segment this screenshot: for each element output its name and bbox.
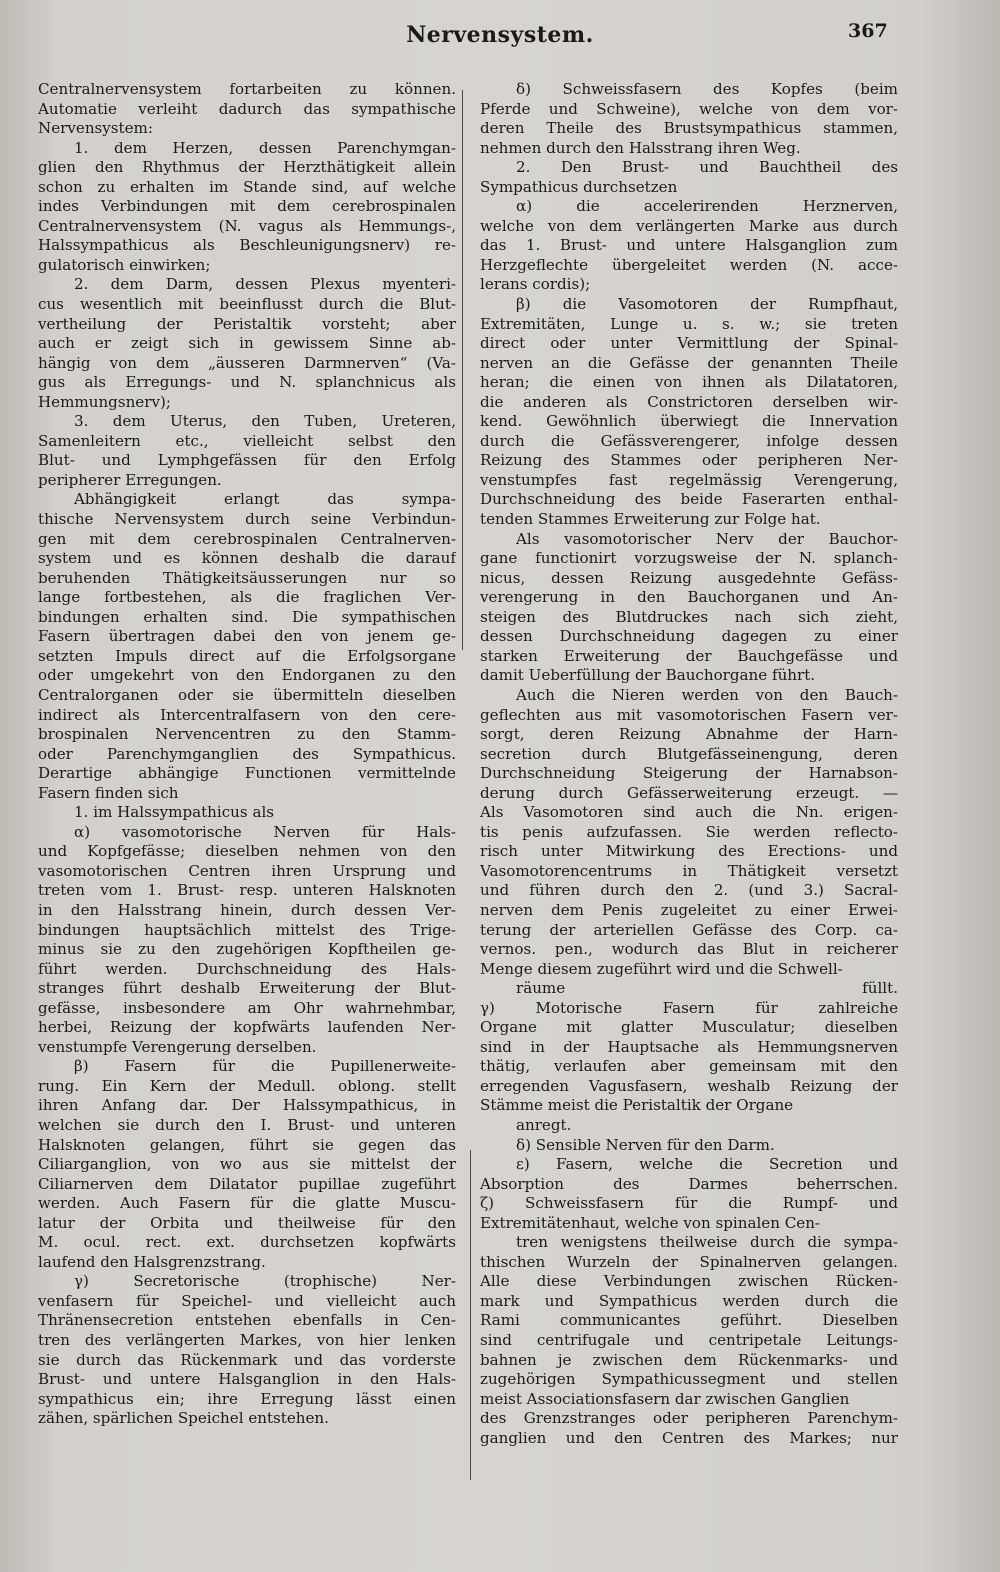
text-line: Sympathicus durchsetzen [480,177,678,196]
text-line: gen mit dem cerebrospinalen Centralnerven- [38,529,456,548]
text-line: Hemmungsnerv); [38,392,171,411]
text-line: sorgt, deren Reizung Abnahme der Harn- [480,725,898,744]
text-line: peripherer Erregungen. [38,470,222,489]
text-line: Samenleitern etc., vielleicht selbst den [38,431,456,450]
text-line: Ciliarganglion, von wo aus sie mittelst der [38,1155,456,1174]
text-line: Centralorganen oder sie übermitteln dieselben [38,685,456,704]
text-line: nerven an die Gefässe der genannten Theile [480,353,898,372]
text-line: Blut- und Lymphgefässen für den Erfolg [38,451,456,470]
text-line: damit Ueberfüllung der Bauchorgane führt. [480,666,816,685]
text-line: tren des verlängerten Markes, von hier lenken [38,1331,456,1349]
text-line: sie durch das Rückenmark und das vorderste [38,1350,456,1369]
text-line: hängig von dem „äusseren Darmnerven“ (Va- [38,353,456,372]
text-line: minus sie zu den zugehörigen Kopftheilen ge- [38,940,456,959]
text-line: oder umgekehrt von den Endorganen zu den [38,666,456,685]
text-line: bahnen je zwischen dem Rückenmarks- und [480,1350,898,1369]
text-line: bindungen hauptsächlich mittelst des Trige- [38,920,456,939]
text-line: erregenden Vagusfasern, weshalb Reizung der [480,1076,898,1095]
text-line: Vasomotorencentrums in Thätigkeit versetzt [480,861,898,880]
text-line: laufend den Halsgrenzstrang. [38,1252,266,1271]
text-line: des Grenzstranges oder peripheren Parenchym- [480,1409,898,1428]
text-line: 1. im Halssympathicus als [74,803,275,822]
text-line: M. ocul. rect. ext. durchsetzen kopfwärts [38,1233,456,1252]
text-line: durch die Gefässverengerer, infolge dessen [480,431,898,450]
text-line: secretion durch Blutgefässeinengung, deren [480,744,898,763]
text-line: α) vasomotorische Nerven für Hals- [74,822,456,841]
text-line: brospinalen Nervencentren zu den Stamm- [38,725,456,744]
text-line: nerven dem Penis zugeleitet zu einer Erwei- [480,900,898,919]
text-line: venstumpfe Verengerung derselben. [38,1037,317,1056]
text-line: auch er zeigt sich in gewissem Sinne ab- [38,334,456,353]
text-line: schon zu erhalten im Stande sind, auf welche [38,177,456,196]
text-line: anregt. [516,1115,572,1134]
text-line: meist Associationsfasern dar zwischen Ganglien [480,1389,850,1408]
text-line: thätig, verlaufen aber gemeinsam mit den [480,1057,898,1076]
text-line: führt werden. Durchschneidung des Hals- [38,959,456,978]
text-line: und Kopfgefässe; dieselben nehmen von den [38,842,456,861]
text-line: zugehörigen Sympathicussegment und stellen [480,1370,898,1389]
text-line: rung. Ein Kern der Medull. oblong. stellt [38,1076,456,1095]
text-line: starken Erweiterung der Bauchgefässe und [480,646,898,665]
text-line: indes Verbindungen mit dem cerebrospinalen [38,197,456,216]
text-line: in den Halsstrang hinein, durch dessen Ver- [38,900,456,919]
text-line: direct oder unter Vermittlung der Spinal- [480,334,898,353]
text-line: Thränensecretion entstehen ebenfalls in Cen- [38,1311,456,1330]
text-line: β) die Vasomotoren der Rumpfhaut, [516,295,898,314]
text-line: Centralnervensystem (N. vagus als Hemmungs-, [38,216,456,235]
text-line: Organe mit glatter Musculatur; dieselben [480,1018,898,1037]
text-line: vertheilung der Peristaltik vorsteht; aber [38,314,456,333]
text-line: werden. Auch Fasern für die glatte Muscu- [38,1194,456,1213]
text-line: Auch die Nieren werden von den Bauch- [516,685,898,704]
text-line: Brust- und untere Halsganglion in den Hals- [38,1370,456,1389]
text-line: mark und Sympathicus werden durch die [480,1291,898,1310]
text-line: derung durch Gefässerweiterung erzeugt. — [480,783,898,802]
text-line: dessen Durchschneidung dagegen zu einer [480,627,898,646]
text-line: kend. Gewöhnlich überwiegt die Innervation [480,412,898,431]
text-line: die anderen als Constrictoren derselben wir- [480,392,898,411]
text-line: Pferde und Schweine), welche von dem vor- [480,99,898,118]
text-line: γ) Secretorische (trophische) Ner- [74,1272,456,1291]
text-line: Halsknoten gelangen, führt sie gegen das [38,1135,456,1154]
text-line: 3. dem Uterus, den Tuben, Ureteren, [74,412,456,431]
text-line: glien den Rhythmus der Herzthätigkeit allein [38,158,456,177]
text-line: α) die accelerirenden Herznerven, [516,197,898,216]
text-line: heran; die einen von ihnen als Dilatatoren, [480,373,898,392]
text-line: ζ) Schweissfasern für die Rumpf- und [480,1194,898,1213]
column-divider [462,90,463,650]
text-line: sind in der Hauptsache als Hemmungsnerven [480,1037,898,1056]
text-line: Als vasomotorischer Nerv der Bauchor- [516,529,898,548]
text-line: thische Nervensystem durch seine Verbindun- [38,510,456,529]
text-line: nicus, dessen Reizung ausgedehnte Gefäss- [480,568,898,587]
text-line: cus wesentlich mit beeinflusst durch die Blut- [38,295,456,314]
text-line: gefässe, insbesondere am Ohr wahrnehmbar, [38,998,456,1017]
text-line: Alle diese Verbindungen zwischen Rücken- [480,1272,898,1291]
text-line: thischen Wurzeln der Spinalnerven gelangen. [480,1252,898,1271]
text-line: deren Theile des Brustsympathicus stammen, [480,119,898,138]
text-line: vernos. pen., wodurch das Blut in reicherer [480,940,898,959]
text-line: Fasern übertragen dabei den von jenem ge- [38,627,456,646]
text-line: geflechten aus mit vasomotorischen Fasern ver- [480,705,898,724]
page-title: Nervensystem. [406,22,594,48]
page-number: 367 [848,20,888,42]
text-line: Fasern finden sich [38,783,179,802]
text-line: indirect als Intercentralfasern von den cere- [38,705,456,724]
right-text-column [480,80,898,1448]
text-line: Abhängigkeit erlangt das sympa- [74,490,456,509]
text-line: setzten Impuls direct auf die Erfolgsorgane [38,646,456,665]
text-line: Rami communicantes geführt. Dieselben [480,1311,898,1330]
text-line: stranges führt deshalb Erweiterung der Blut- [38,979,456,998]
text-line: nehmen durch den Halsstrang ihren Weg. [480,138,801,157]
text-line: 1. dem Herzen, dessen Parenchymgan- [74,138,456,157]
text-line: das 1. Brust- und untere Halsganglion zum [480,236,898,255]
text-line: 2. Den Brust- und Bauchtheil des [516,158,898,177]
text-line: Centralnervensystem fortarbeiten zu können. [38,80,456,98]
text-line: ε) Fasern, welche die Secretion und [516,1155,898,1174]
text-line: 2. dem Darm, dessen Plexus myenteri- [74,275,456,294]
text-line: Nervensystem: [38,119,153,138]
text-line: und führen durch den 2. (und 3.) Sacral- [480,881,898,900]
text-line: lange fortbestehen, als die fraglichen Ver- [38,588,456,607]
text-line: venfasern für Speichel- und vielleicht auch [38,1291,456,1310]
text-line: Automatie verleiht dadurch das sympathische [38,99,456,118]
text-line: risch unter Mitwirkung des Erections- und [480,842,898,861]
text-line: sind centrifugale und centripetale Leitungs- [480,1331,898,1349]
text-line: herbei, Reizung der kopfwärts laufenden Ner- [38,1018,456,1037]
text-line: Extremitätenhaut, welche von spinalen Cen- [480,1213,821,1232]
text-line: Stämme meist die Peristaltik der Organe [480,1096,794,1115]
text-line: zähen, spärlichen Speichel entstehen. [38,1409,329,1428]
text-line: oder Parenchymganglien des Sympathicus. [38,744,456,763]
text-line: δ) Schweissfasern des Kopfes (beim [516,80,898,98]
text-line: Menge diesem zugeführt wird und die Schwell- [480,959,843,978]
text-line: terung der arteriellen Gefässe des Corp. ca- [480,920,898,939]
text-line: venstumpfes fast regelmässig Verengerung, [480,470,898,489]
left-text-column [38,80,456,1429]
text-line: gulatorisch einwirken; [38,255,211,274]
text-line: Herzgeflechte übergeleitet werden (N. acce- [480,255,898,274]
text-line: bindungen erhalten sind. Die sympathischen [38,607,456,626]
text-line: sympathicus ein; ihre Erregung lässt einen [38,1389,456,1408]
text-line: beruhenden Thätigkeitsäusserungen nur so [38,568,456,587]
text-line: Absorption des Darmes beherrschen. [480,1174,898,1193]
text-line: Reizung des Stammes oder peripheren Ner- [480,451,898,470]
text-line: lerans cordis); [480,275,591,294]
text-line: welchen sie durch den I. Brust- und unteren [38,1115,456,1134]
text-line: verengerung in den Bauchorganen und An- [480,588,898,607]
text-line: Als Vasomotoren sind auch die Nn. erigen- [480,803,898,822]
text-line: ganglien und den Centren des Markes; nur [480,1428,898,1447]
text-line: welche von dem verlängerten Marke aus durch [480,216,898,235]
text-line: Durchschneidung Steigerung der Harnabson- [480,764,898,783]
text-line: Ciliarnerven dem Dilatator pupillae zugeführt [38,1174,456,1193]
text-line: tenden Stammes Erweiterung zur Folge hat. [480,510,821,529]
text-line: gus als Erregungs- und N. splanchnicus als [38,373,456,392]
text-line: gane functionirt vorzugsweise der N. splanch- [480,549,898,568]
text-line: Extremitäten, Lunge u. s. w.; sie treten [480,314,898,333]
text-line: Halssympathicus als Beschleunigungsnerv) re- [38,236,456,255]
text-line: β) Fasern für die Pupillenerweite- [74,1057,456,1076]
text-line: Durchschneidung des beide Faserarten enthal- [480,490,898,509]
text-line: tis penis aufzufassen. Sie werden reflecto- [480,822,898,841]
text-line: steigen des Blutdruckes nach sich zieht, [480,607,898,626]
text-line: treten vom 1. Brust- resp. unteren Halsknoten [38,881,456,900]
text-line: δ) Sensible Nerven für den Darm. [516,1135,775,1154]
column-divider [470,1150,471,1480]
text-line: system und es können deshalb die darauf [38,549,456,568]
text-line: räume füllt. [516,979,898,998]
text-line: Derartige abhängige Functionen vermittelnde [38,764,456,783]
text-line: ihren Anfang dar. Der Halssympathicus, in [38,1096,456,1115]
text-line: latur der Orbita und theilweise für den [38,1213,456,1232]
text-line: γ) Motorische Fasern für zahlreiche [480,998,898,1017]
text-line: tren wenigstens theilweise durch die sympa- [516,1233,898,1252]
text-line: vasomotorischen Centren ihren Ursprung und [38,861,456,880]
